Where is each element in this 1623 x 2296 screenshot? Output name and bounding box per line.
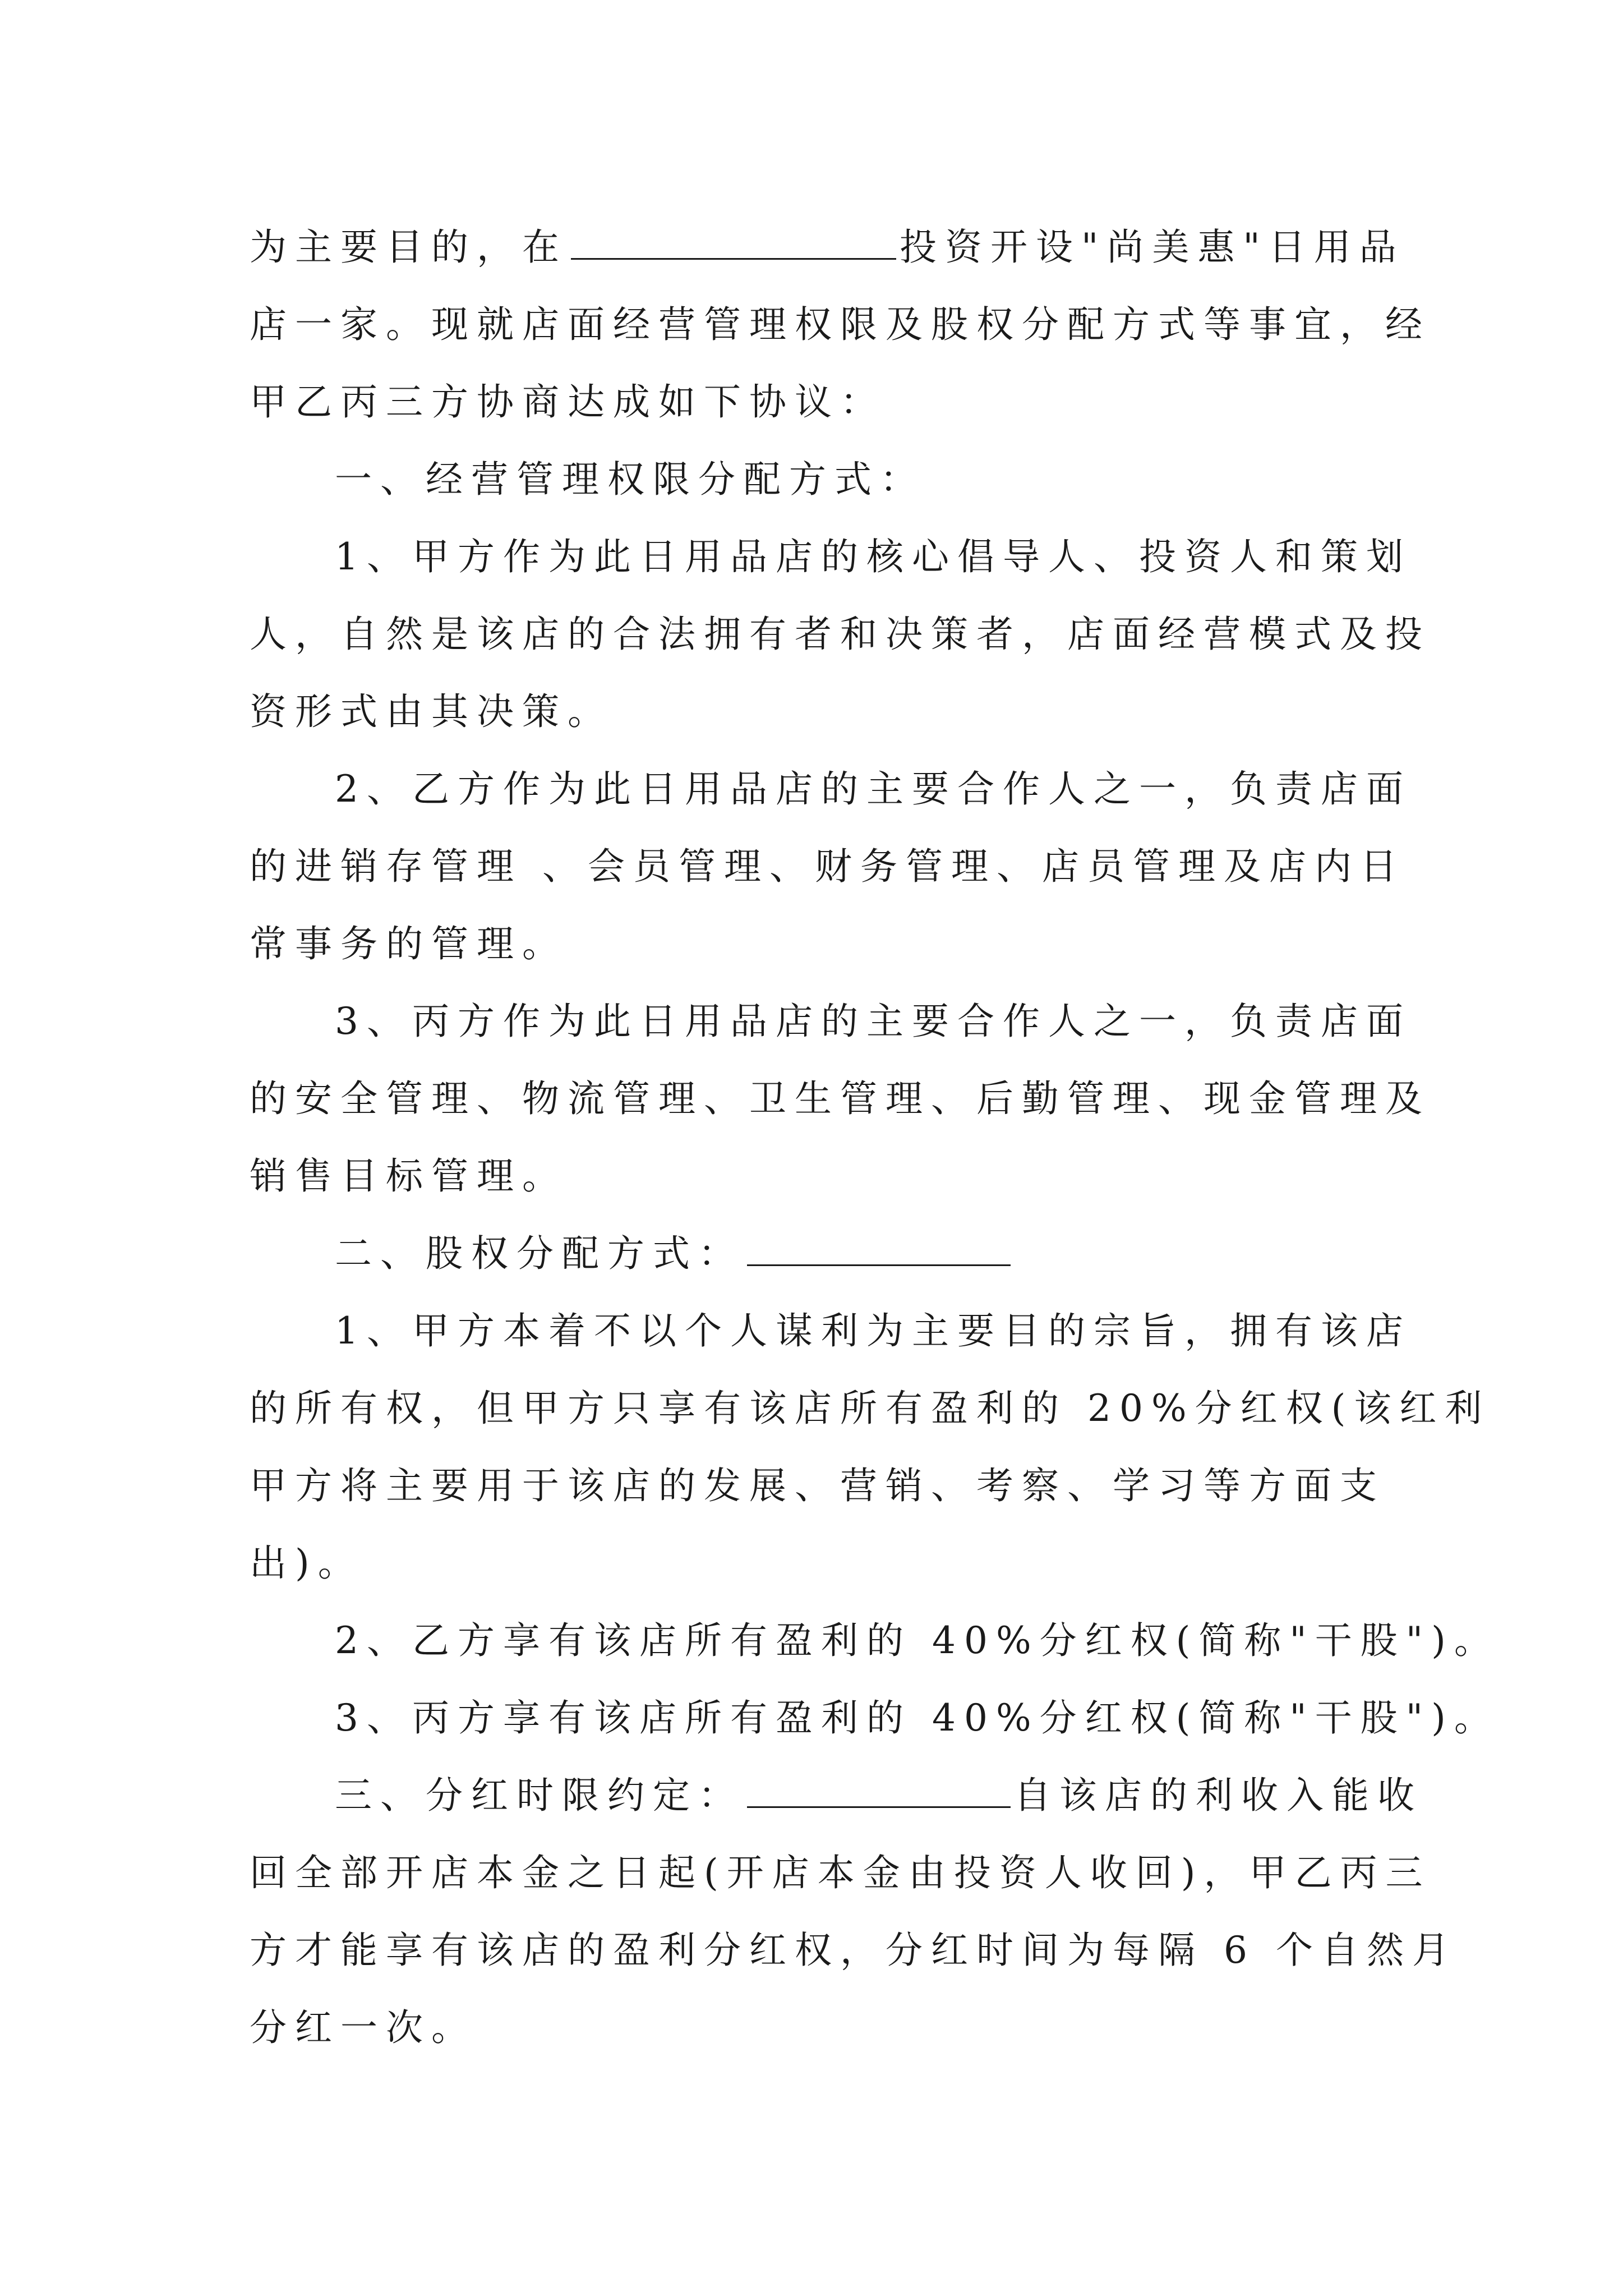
item-2-3: 3、丙方享有该店所有盈利的 40%分红权(简称"干股")。 [335,1696,1500,1740]
item-1-3-line-3: 销售目标管理。 [250,1154,568,1198]
item-1-2-line-2: 的进销存管理 、会员管理、财务管理、店员管理及店内日 [250,845,1405,888]
item-1-2-line-1: 2、乙方作为此日用品店的主要合作人之一，负责店面 [335,767,1412,811]
paragraph-intro-line-3: 甲乙丙三方协商达成如下协议： [250,380,886,424]
item-2-1-line-1: 1、甲方本着不以个人谋利为主要目的宗旨，拥有该店 [335,1309,1412,1352]
intro-text-a: 为主要目的，在 [250,226,568,269]
paragraph-intro-line-2: 店一家。现就店面经营管理权限及股权分配方式等事宜，经 [250,303,1431,346]
item-2-1-line-4: 出)。 [250,1542,363,1585]
item-1-2-line-3: 常事务的管理。 [250,922,568,965]
section-3-heading-line [250,1757,1423,1834]
section-3-line-1-tail: 自该店的利收入能收 [1014,1774,1423,1817]
location-blank-field[interactable] [571,227,896,260]
item-1-3-line-1: 3、丙方作为此日用品店的主要合作人之一，负责店面 [335,1000,1412,1043]
section-2-heading: 二、股权分配方式： [335,1232,744,1275]
section-3-line-2: 回全部开店本金之日起(开店本金由投资人收回)，甲乙丙三 [250,1851,1431,1894]
dividend-blank-field[interactable] [747,1775,1011,1808]
section-3-line-3: 方才能享有该店的盈利分红权，分红时间为每隔 6 个自然月 [250,1929,1458,1972]
section-2-heading-line [250,1215,1371,1292]
item-1-1-line-1: 1、甲方作为此日用品店的核心倡导人、投资人和策划 [335,535,1412,578]
item-1-1-line-3: 资形式由其决策。 [250,690,613,733]
intro-text-b: 投资开设"尚美惠"日用品 [900,226,1405,269]
section-3-line-4: 分红一次。 [250,2006,477,2049]
document-body [250,209,1500,2067]
section-1-heading: 一、经营管理权限分配方式： [335,458,925,501]
item-1-3-line-2: 的安全管理、物流管理、卫生管理、后勤管理、现金管理及 [250,1077,1431,1120]
item-1-1-line-2: 人，自然是该店的合法拥有者和决策者，店面经营模式及投 [250,613,1431,656]
paragraph-intro-line-1 [250,209,1405,286]
item-2-1-line-2: 的所有权，但甲方只享有该店所有盈利的 20%分红权(该红利 [250,1387,1491,1430]
item-2-1-line-3: 甲方将主要用于该店的发展、营销、考察、学习等方面支 [250,1464,1385,1507]
item-2-2: 2、乙方享有该店所有盈利的 40%分红权(简称"干股")。 [335,1619,1500,1662]
equity-blank-field[interactable] [747,1233,1011,1266]
section-3-heading: 三、分红时限约定： [335,1774,744,1817]
